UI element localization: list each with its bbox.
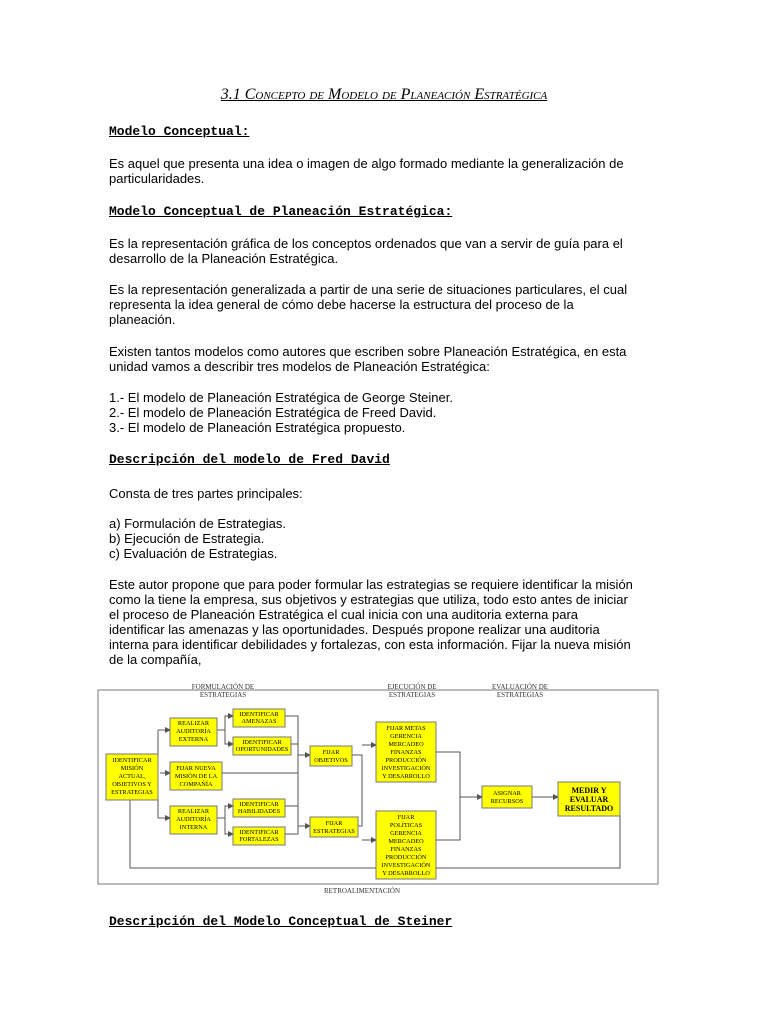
svg-text:OBJETIVOS: OBJETIVOS	[314, 757, 348, 764]
svg-text:MERCADEO: MERCADEO	[388, 741, 424, 748]
svg-text:ACTUAL,: ACTUAL,	[118, 773, 146, 780]
heading-fred-david: Descripción del modelo de Fred David	[109, 452, 390, 467]
svg-text:IDENTIFICAR: IDENTIFICAR	[239, 829, 279, 836]
section-ejecucion: EJECUCIÓN DE	[387, 683, 437, 691]
page-title: 3.1 Concepto de Modelo de Planeación Estratégica	[220, 86, 548, 103]
svg-text:OPORTUNIDADES: OPORTUNIDADES	[235, 746, 289, 753]
svg-text:FORTALEZAS: FORTALEZAS	[239, 836, 279, 843]
paragraph-autor-propone: Este autor propone que para poder formular las estrategias se requiere identificar la misión como la tiene la empresa, sus objetivos y estrategias que utiliza, todo esto antes de iniciar el proceso de Planeación Estratégica el cual inicia con una auditoria externa para identificar las amenazas y las oportunidades. Después propone realizar una auditoria interna para identificar debilidades y fortalezas, con esta información. Fijar la nueva misión de la compañía,	[109, 577, 633, 667]
svg-text:MERCADEO: MERCADEO	[388, 838, 424, 845]
svg-text:MISIÓN DE LA: MISIÓN DE LA	[174, 773, 218, 780]
svg-text:REALIZAR: REALIZAR	[177, 720, 210, 727]
paragraph-definicion: Es aquel que presenta una idea o imagen de algo formado mediante la generalización de particularidades.	[109, 156, 624, 186]
svg-text:IDENTIFICAR: IDENTIFICAR	[239, 711, 279, 718]
section-evaluacion: ESTRATEGIAS	[496, 691, 544, 699]
svg-text:FIJAR NUEVA: FIJAR NUEVA	[176, 765, 216, 772]
svg-text:GERENCIA: GERENCIA	[390, 733, 422, 740]
section-formulacion: FORMULACIÓN DE	[191, 683, 255, 691]
svg-text:COMPAÑÍA: COMPAÑÍA	[179, 781, 213, 788]
section-formulacion: ESTRATEGIAS	[199, 691, 247, 699]
svg-text:ASIGNAR: ASIGNAR	[493, 790, 521, 797]
svg-text:FIJAR: FIJAR	[397, 814, 415, 821]
list-item: b) Ejecución de Estrategia.	[109, 531, 265, 546]
svg-text:EVALUAR: EVALUAR	[569, 795, 609, 804]
svg-text:GERENCIA: GERENCIA	[390, 830, 422, 837]
heading-modelo-conceptual: Modelo Conceptual:	[109, 124, 250, 139]
svg-text:FIJAR METAS: FIJAR METAS	[386, 725, 426, 732]
list-item: 1.- El modelo de Planeación Estratégica de George Steiner.	[109, 390, 453, 405]
svg-text:MISIÓN: MISIÓN	[120, 765, 144, 772]
list-item: 3.- El modelo de Planeación Estratégica propuesto.	[109, 420, 406, 435]
svg-text:ESTRATEGIAS: ESTRATEGIAS	[313, 828, 355, 835]
svg-text:POLÍTICAS: POLÍTICAS	[389, 822, 423, 829]
section-evaluacion: EVALUACIÓN DE	[491, 683, 549, 691]
svg-text:REALIZAR: REALIZAR	[177, 808, 210, 815]
section-ejecucion: ESTRATEGIAS	[388, 691, 436, 699]
feedback-label: RETROALIMENTACIÓN	[323, 887, 401, 895]
svg-text:IDENTIFICAR: IDENTIFICAR	[112, 757, 152, 764]
svg-text:FIJAR: FIJAR	[325, 820, 343, 827]
list-item: 2.- El modelo de Planeación Estratégica de Freed David.	[109, 405, 437, 420]
paragraph-consta: Consta de tres partes principales:	[109, 486, 303, 501]
paragraph-representacion-generalizada: Es la representación generalizada a partir de una serie de situaciones particulares, el cual representa la idea general de cómo debe hacerse la estructura del proceso de la planeación.	[109, 282, 628, 327]
svg-text:AMENAZAS: AMENAZAS	[241, 718, 277, 725]
list-item: a) Formulación de Estrategias.	[109, 516, 287, 531]
svg-text:FINANZAS: FINANZAS	[390, 846, 422, 853]
svg-text:FIJAR: FIJAR	[322, 749, 340, 756]
paragraph-modelos: Existen tantos modelos como autores que escriben sobre Planeación Estratégica, en esta unidad vamos a describir tres modelos de Planeación Estratégica:	[109, 344, 627, 374]
svg-text:PRODUCCIÓN: PRODUCCIÓN	[385, 854, 427, 861]
list-item: c) Evaluación de Estrategias.	[109, 546, 278, 561]
heading-steiner: Descripción del Modelo Conceptual de Steiner	[109, 914, 453, 929]
svg-text:INTERNA: INTERNA	[179, 824, 208, 831]
svg-text:RECURSOS: RECURSOS	[490, 798, 524, 805]
heading-planeacion-estrategica: Modelo Conceptual de Planeación Estratégica:	[109, 204, 453, 219]
svg-text:Y DESARROLLO: Y DESARROLLO	[382, 773, 430, 780]
paragraph-representacion-grafica: Es la representación gráfica de los conceptos ordenados que van a servir de guía para el desarrollo de la Planeación Estratégica.	[109, 236, 623, 266]
svg-text:RESULTADO: RESULTADO	[564, 804, 614, 813]
svg-text:HABILIDADES: HABILIDADES	[237, 808, 281, 815]
svg-text:PRODUCCIÓN: PRODUCCIÓN	[385, 757, 427, 764]
svg-text:AUDITORÍA: AUDITORÍA	[176, 816, 211, 823]
svg-text:INVESTIGACIÓN: INVESTIGACIÓN	[381, 765, 431, 772]
svg-text:ESTRATEGIAS: ESTRATEGIAS	[111, 789, 153, 796]
svg-text:EXTERNA: EXTERNA	[178, 736, 209, 743]
svg-text:Y DESARROLLO: Y DESARROLLO	[382, 870, 430, 877]
svg-text:IDENTIFICAR: IDENTIFICAR	[242, 739, 282, 746]
svg-text:IDENTIFICAR: IDENTIFICAR	[239, 801, 279, 808]
svg-text:INVESTIGACIÓN: INVESTIGACIÓN	[381, 862, 431, 869]
svg-text:AUDITORÍA: AUDITORÍA	[176, 728, 211, 735]
svg-text:OBJETIVOS Y: OBJETIVOS Y	[112, 781, 152, 788]
svg-text:MEDIR Y: MEDIR Y	[571, 786, 607, 795]
svg-text:FINANZAS: FINANZAS	[390, 749, 422, 756]
